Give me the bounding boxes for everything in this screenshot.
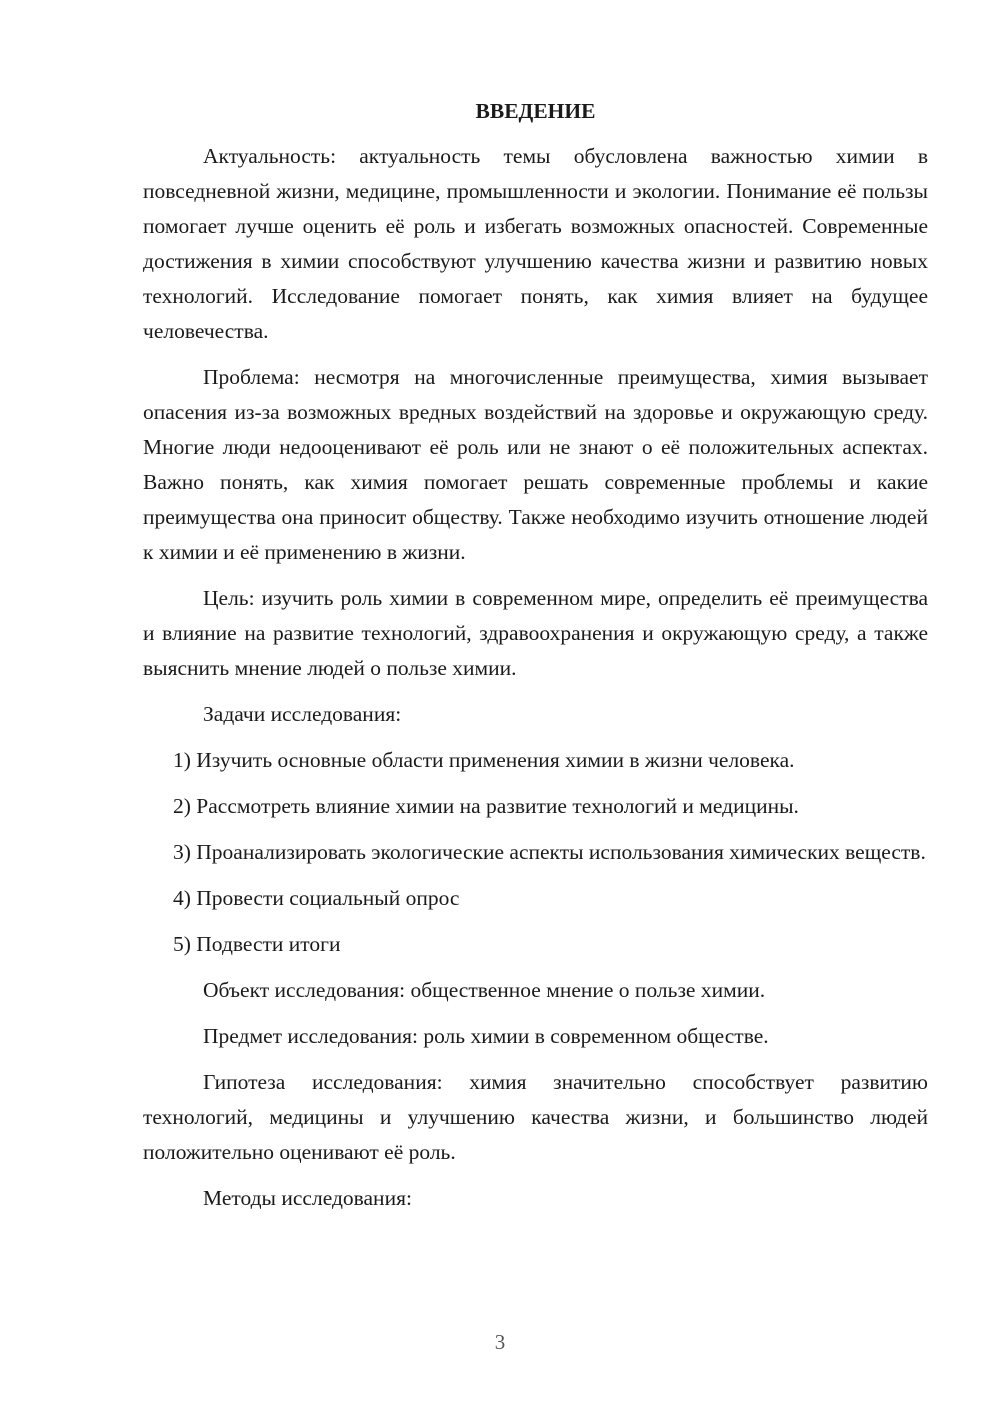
section-title: ВВЕДЕНИЕ xyxy=(475,99,596,123)
hypothesis-paragraph: Гипотеза исследования: химия значительно способствует развитию технологий, медицины и улучшению качества жизни, и большинство людей положительно оценивают её роль. xyxy=(143,1070,928,1164)
page-number: 3 xyxy=(494,1330,506,1354)
task-item: 1) Изучить основные области применения химии в жизни человека. xyxy=(173,748,795,772)
goal-paragraph: Цель: изучить роль химии в современном мире, определить её преимущества и влияние на развитие технологий, здравоохранения и окружающую среду, а также выяснить мнение людей о пользе химии. xyxy=(143,586,928,680)
relevance-paragraph: Актуальность: актуальность темы обусловлена важностью химии в повседневной жизни, медицине, промышленности и экологии. Понимание её пользы помогает лучше оценить её роль и избегать возможных опасностей. Современные достижения в химии способствуют улучшению качества жизни и развитию новых технологий. Исследование помогает понять, как химия влияет на будущее человечества. xyxy=(143,144,928,343)
task-item: 5) Подвести итоги xyxy=(173,932,341,956)
task-item: 2) Рассмотреть влияние химии на развитие технологий и медицины. xyxy=(173,794,799,818)
task-item: 4) Провести социальный опрос xyxy=(173,886,460,910)
subject-paragraph: Предмет исследования: роль химии в современном обществе. xyxy=(203,1024,769,1048)
object-paragraph: Объект исследования: общественное мнение о пользе химии. xyxy=(203,978,766,1002)
tasks-heading: Задачи исследования: xyxy=(203,702,402,726)
document-page xyxy=(143,94,928,1227)
problem-paragraph: Проблема: несмотря на многочисленные преимущества, химия вызывает опасения из-за возможных вредных воздействий на здоровье и окружающую среду. Многие люди недооценивают её роль или не знают о её положительных аспектах. Важно понять, как химия помогает решать современные проблемы и какие преимущества она приносит обществу. Также необходимо изучить отношение людей к химии и её применению в жизни. xyxy=(143,365,928,564)
task-item: 3) Проанализировать экологические аспекты использования химических веществ. xyxy=(173,840,926,864)
methods-heading: Методы исследования: xyxy=(203,1186,412,1210)
